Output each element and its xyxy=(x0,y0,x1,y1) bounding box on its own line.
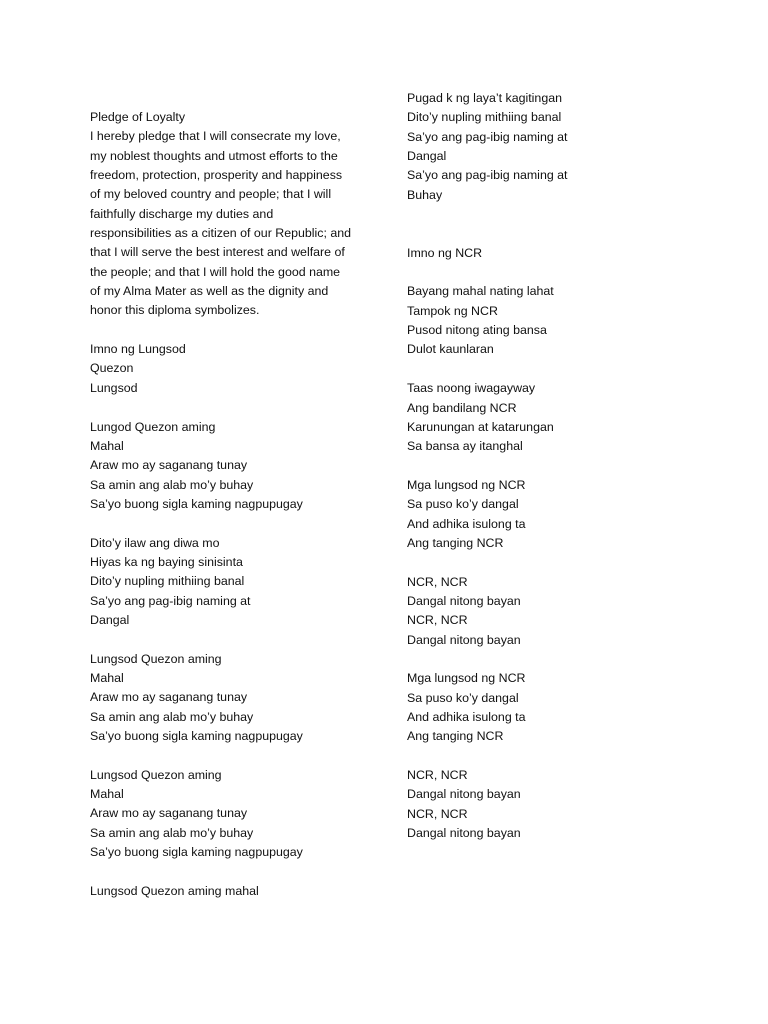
spacer xyxy=(90,630,375,649)
pledge-line: my noblest thoughts and utmost efforts to the xyxy=(90,148,338,163)
stanza-line: And adhika isulong ta xyxy=(407,516,526,531)
pledge-line: freedom, protection, prosperity and happiness xyxy=(90,168,343,183)
spacer xyxy=(90,321,375,340)
stanza-line: Mahal xyxy=(90,670,124,685)
stanza-line: Taas noong iwagayway xyxy=(407,381,536,396)
spacer xyxy=(407,360,687,379)
ncr-hymn-title: Imno ng NCR xyxy=(407,245,483,260)
spacer xyxy=(407,650,687,669)
stanza-line: NCR, NCR xyxy=(407,806,468,821)
stanza-line: Dangal nitong bayan xyxy=(407,826,521,841)
stanza-line: Karunungan at katarungan xyxy=(407,419,554,434)
stanza-line: Dangal nitong bayan xyxy=(407,632,521,647)
stanza-line: NCR, NCR xyxy=(407,768,468,783)
pledge-line: honor this diploma symbolizes. xyxy=(90,303,260,318)
stanza-line: Sa’yo buong sigla kaming nagpupugay xyxy=(90,496,303,511)
stanza-line: Pusod nitong ating bansa xyxy=(407,323,547,338)
ncr-stanza xyxy=(407,476,687,553)
pledge-line: that I will serve the best interest and welfare of xyxy=(90,245,345,260)
pledge-line: of my Alma Mater as well as the dignity and xyxy=(90,284,329,299)
stanza-line: Sa’yo buong sigla kaming nagpupugay xyxy=(90,845,303,860)
pledge-title: Pledge of Loyalty xyxy=(90,110,186,124)
stanza-line: Ang bandilang NCR xyxy=(407,400,517,415)
spacer xyxy=(407,263,687,282)
stanza-line: Dulot kaunlaran xyxy=(407,342,494,357)
stanza-line: Buhay xyxy=(407,187,443,202)
stanza-line: Lungod Quezon aming xyxy=(90,419,216,434)
stanza-line: Mga lungsod ng NCR xyxy=(407,671,526,686)
stanza-line: Araw mo ay saganang tunay xyxy=(90,690,248,705)
stanza-line: Ang tanging NCR xyxy=(407,729,504,744)
spacer xyxy=(90,746,375,765)
stanza-line: Pugad k ng laya’t kagitingan xyxy=(407,91,562,105)
hymn-subtitle-line: Quezon xyxy=(90,361,134,376)
stanza-line: Dito’y ilaw ang diwa mo xyxy=(90,535,220,550)
spacer xyxy=(407,205,687,224)
hymn-subtitle-line: Lungsod xyxy=(90,380,138,395)
stanza-line: Sa amin ang alab mo’y buhay xyxy=(90,825,254,840)
stanza-line: Sa’yo buong sigla kaming nagpupugay xyxy=(90,729,303,743)
pledge-line: responsibilities as a citizen of our Republic; and xyxy=(90,226,352,241)
stanza-line: Dangal nitong bayan xyxy=(407,593,521,608)
stanza-line: Dangal nitong bayan xyxy=(407,787,521,802)
stanza-line: Sa’yo ang pag-ibig naming at xyxy=(407,168,568,183)
stanza-line: Araw mo ay saganang tunay xyxy=(90,806,248,821)
stanza-line: Sa’yo ang pag-ibig naming at xyxy=(407,129,568,144)
hymn-title: Imno ng Lungsod xyxy=(90,342,186,357)
spacer xyxy=(90,398,375,417)
stanza-line: Araw mo ay saganang tunay xyxy=(90,458,248,473)
stanza-line: And adhika isulong ta xyxy=(407,710,526,724)
hymn-stanza xyxy=(90,534,375,631)
ncr-stanza xyxy=(407,573,687,650)
stanza-line: Dito’y nupling mithiing banal xyxy=(407,110,562,125)
pledge-line: of my beloved country and people; that I will xyxy=(90,187,332,202)
hymn-continuation xyxy=(407,89,687,205)
spacer xyxy=(90,514,375,533)
stanza-line: Dangal xyxy=(407,149,447,164)
ncr-stanza xyxy=(407,282,687,359)
spacer xyxy=(407,553,687,572)
pledge-line: the people; and that I will hold the good name xyxy=(90,264,341,279)
spacer xyxy=(407,457,687,476)
hymn-stanza xyxy=(90,766,375,863)
stanza-line: Lungsod Quezon aming mahal xyxy=(90,883,259,898)
ncr-stanza xyxy=(407,379,687,456)
stanza-line: Lungsod Quezon aming xyxy=(90,767,222,782)
stanza-line: Sa amin ang alab mo’y buhay xyxy=(90,709,254,724)
ncr-stanza xyxy=(407,669,687,746)
pledge-line: I hereby pledge that I will consecrate my love, xyxy=(90,129,341,144)
stanza-line: NCR, NCR xyxy=(407,574,468,589)
left-column xyxy=(90,108,375,901)
stanza-line: Sa puso ko’y dangal xyxy=(407,690,519,705)
stanza-line: Mahal xyxy=(90,438,124,453)
stanza-line: Sa amin ang alab mo’y buhay xyxy=(90,477,254,492)
stanza-line: Lungsod Quezon aming xyxy=(90,651,222,666)
right-column xyxy=(407,89,687,843)
hymn-stanza xyxy=(90,882,375,901)
stanza-line: Sa puso ko’y dangal xyxy=(407,497,519,512)
ncr-stanza xyxy=(407,766,687,843)
stanza-line: Bayang mahal nating lahat xyxy=(407,284,554,299)
stanza-line: Mahal xyxy=(90,787,124,802)
stanza-line: Sa’yo ang pag-ibig naming at xyxy=(90,593,251,608)
stanza-line: Mga lungsod ng NCR xyxy=(407,477,526,492)
stanza-line: NCR, NCR xyxy=(407,613,468,628)
stanza-line: Dito’y nupling mithiing banal xyxy=(90,574,245,589)
stanza-line: Dangal xyxy=(90,612,130,627)
hymn-stanza xyxy=(90,650,375,747)
stanza-line: Sa bansa ay itanghal xyxy=(407,439,523,454)
hymn-stanza xyxy=(90,418,375,515)
stanza-line: Tampok ng NCR xyxy=(407,303,498,318)
spacer xyxy=(407,747,687,766)
spacer xyxy=(407,224,687,243)
spacer xyxy=(90,862,375,881)
stanza-line: Hiyas ka ng baying sinisinta xyxy=(90,554,243,569)
stanza-line: Ang tanging NCR xyxy=(407,535,504,550)
pledge-text xyxy=(90,127,375,320)
pledge-line: faithfully discharge my duties and xyxy=(90,206,274,221)
